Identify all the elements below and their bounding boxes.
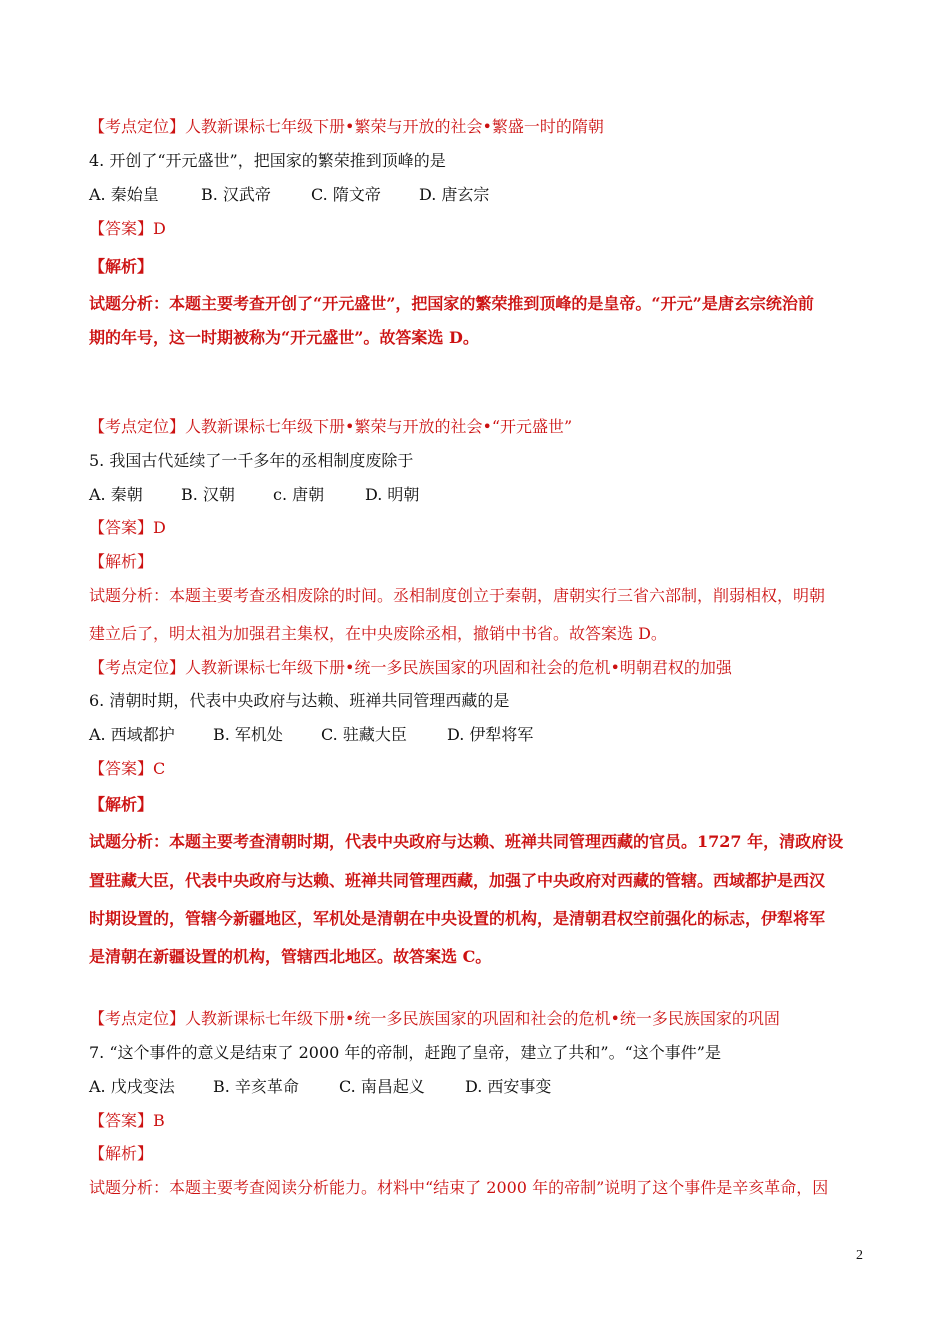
question-6: 6. 清朝时期，代表中央政府与达赖、班禅共同管理西藏的是 (89, 691, 510, 710)
question-4: 4. 开创了“开元盛世”，把国家的繁荣推到顶峰的是 (89, 151, 446, 170)
jiexi-5: 【解析】 (89, 552, 154, 571)
page-number: 2 (856, 1248, 863, 1263)
option-a: A. 戊戌变法 (89, 1077, 175, 1096)
answer-5: 【答案】D (89, 518, 166, 537)
jiexi-4: 【解析】 (89, 257, 154, 276)
option-a: A. 秦朝 (89, 485, 143, 504)
question-6-options (89, 725, 533, 745)
analysis-6-line-2: 置驻藏大臣，代表中央政府与达赖、班禅共同管理西藏，加强了中央政府对西藏的管辖。西域都护是西汉 (89, 871, 826, 890)
question-7: 7. “这个事件的意义是结束了 2000 年的帝制，赶跑了皇帝，建立了共和”。“这个事件”是 (89, 1043, 721, 1062)
option-c: C. 南昌起义 (339, 1077, 425, 1096)
option-c: c. 唐朝 (273, 485, 325, 504)
kaodian-line: 【考点定位】人教新课标七年级下册•统一多民族国家的巩固和社会的危机•统一多民族国家的巩固 (89, 1009, 780, 1028)
answer-7: 【答案】B (89, 1111, 165, 1130)
option-a: A. 秦始皇 (89, 185, 159, 204)
question-7-options (89, 1077, 551, 1097)
kaodian-line: 【考点定位】人教新课标七年级下册•繁荣与开放的社会•“开元盛世” (89, 417, 573, 436)
jiexi-7: 【解析】 (89, 1144, 154, 1163)
analysis-6-line-1: 试题分析：本题主要考查清朝时期，代表中央政府与达赖、班禅共同管理西藏的官员。1727 年，清政府设 (89, 832, 844, 851)
question-5-options (89, 485, 419, 505)
analysis-4-line-1: 试题分析：本题主要考查开创了“开元盛世”，把国家的繁荣推到顶峰的是皇帝。“开元”是唐玄宗统治前 (89, 294, 814, 313)
jiexi-6: 【解析】 (89, 795, 154, 814)
option-a: A. 西域都护 (89, 725, 175, 744)
analysis-4-line-2: 期的年号，这一时期被称为“开元盛世”。故答案选 D。 (89, 328, 479, 347)
option-d: D. 唐玄宗 (419, 185, 490, 204)
analysis-5-line-2: 建立后了，明太祖为加强君主集权，在中央废除丞相，撤销中书省。故答案选 D。 (89, 624, 667, 643)
analysis-5-line-1: 试题分析：本题主要考查丞相废除的时间。丞相制度创立于秦朝，唐朝实行三省六部制，削弱相权，明朝 (89, 586, 826, 605)
option-b: B. 辛亥革命 (213, 1077, 299, 1096)
option-d: D. 西安事变 (465, 1077, 552, 1096)
kaodian-line: 【考点定位】人教新课标七年级下册•繁荣与开放的社会•繁盛一时的隋朝 (89, 117, 604, 136)
option-d: D. 伊犁将军 (447, 725, 534, 744)
question-5: 5. 我国古代延续了一千多年的丞相制度废除于 (89, 451, 414, 470)
option-c: C. 隋文帝 (311, 185, 381, 204)
option-d: D. 明朝 (365, 485, 420, 504)
answer-6: 【答案】C (89, 759, 166, 778)
option-b: B. 军机处 (213, 725, 283, 744)
option-b: B. 汉武帝 (201, 185, 271, 204)
answer-4: 【答案】D (89, 219, 166, 238)
analysis-6-line-3: 时期设置的，管辖今新疆地区，军机处是清朝在中央设置的机构，是清朝君权空前强化的标志，伊犁将军 (89, 909, 826, 928)
question-4-options (89, 185, 489, 205)
option-b: B. 汉朝 (181, 485, 235, 504)
analysis-6-line-4: 是清朝在新疆设置的机构，管辖西北地区。故答案选 C。 (89, 947, 492, 966)
kaodian-line: 【考点定位】人教新课标七年级下册•统一多民族国家的巩固和社会的危机•明朝君权的加强 (89, 658, 732, 677)
analysis-7-line-1: 试题分析：本题主要考查阅读分析能力。材料中“结束了 2000 年的帝制”说明了这个事件是辛亥革命，因 (89, 1178, 829, 1197)
option-c: C. 驻藏大臣 (321, 725, 407, 744)
